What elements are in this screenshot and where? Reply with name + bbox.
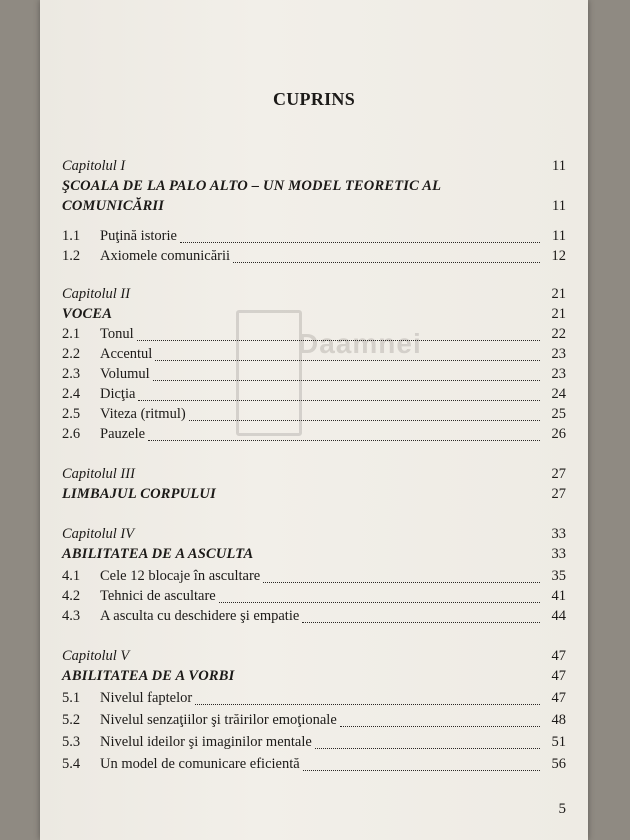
chapter-heading-page: 27 (551, 486, 566, 502)
toc-entry (62, 346, 566, 366)
section-title: Tehnici de ascultare (100, 588, 216, 604)
section-title: A asculta cu deschidere şi empatie (100, 608, 300, 624)
section-number: 5.3 (62, 734, 81, 750)
section-title: Nivelul senzaţiilor şi trăirilor emoţionale (100, 712, 337, 728)
section-number: 2.1 (62, 326, 81, 342)
chapter-heading-page: 11 (552, 198, 566, 214)
toc-entry (62, 248, 566, 268)
section-title: Dicţia (100, 386, 136, 402)
chapter-heading: VOCEA (62, 306, 113, 322)
section-number: 4.3 (62, 608, 81, 624)
toc-entry (62, 386, 566, 406)
section-page: 41 (551, 588, 566, 604)
dot-leader (340, 726, 540, 727)
chapter-label-row (62, 648, 566, 668)
chapter-label: Capitolul I (62, 158, 126, 174)
dot-leader (303, 770, 540, 771)
section-page: 44 (551, 608, 566, 624)
toc-entry (62, 426, 566, 446)
dot-leader (138, 400, 540, 401)
toc-entry (62, 406, 566, 426)
watermark-text: Daamnei (298, 328, 422, 359)
dot-leader (137, 340, 540, 341)
book-page (40, 0, 588, 840)
section-title: Puţină istorie (100, 228, 177, 244)
dot-leader (302, 622, 540, 623)
section-page: 22 (551, 326, 566, 342)
chapter-heading-row (62, 546, 566, 566)
dot-leader (180, 242, 540, 243)
section-number: 5.2 (62, 712, 81, 728)
section-number: 2.4 (62, 386, 81, 402)
chapter-label-row (62, 526, 566, 546)
chapter-label-row (62, 286, 566, 306)
chapter-label-page: 47 (551, 648, 566, 664)
dot-leader (263, 582, 540, 583)
chapter-heading: LIMBAJUL CORPULUI (62, 486, 216, 502)
chapter-heading-row (62, 486, 566, 506)
chapter-heading-cont: COMUNICĂRII (62, 198, 165, 214)
dot-leader (233, 262, 540, 263)
chapter-heading-page: 47 (551, 668, 566, 684)
section-title: Volumul (100, 366, 150, 382)
section-page: 35 (551, 568, 566, 584)
section-page: 12 (551, 248, 566, 264)
section-page: 23 (551, 346, 566, 362)
chapter-heading-page: 33 (551, 546, 566, 562)
dot-leader (195, 704, 540, 705)
page-number: 5 (558, 801, 566, 817)
section-number: 1.1 (62, 228, 81, 244)
section-number: 2.6 (62, 426, 81, 442)
section-page: 25 (551, 406, 566, 422)
section-number: 5.1 (62, 690, 81, 706)
dot-leader (219, 602, 540, 603)
section-title: Tonul (100, 326, 134, 342)
section-page: 56 (551, 756, 566, 772)
dot-leader (189, 420, 540, 421)
toc-entry (62, 326, 566, 346)
toc-entry (62, 608, 566, 628)
section-title: Cele 12 blocaje în ascultare (100, 568, 261, 584)
chapter-heading-cont-row (62, 198, 566, 218)
section-title: Accentul (100, 346, 153, 362)
toc-entry (62, 712, 566, 732)
toc-entry (62, 756, 566, 776)
chapter-label: Capitolul IV (62, 526, 135, 542)
section-page: 23 (551, 366, 566, 382)
section-title: Nivelul faptelor (100, 690, 193, 706)
toc-entry (62, 734, 566, 754)
section-title: Axiomele comunicării (100, 248, 231, 264)
dot-leader (315, 748, 540, 749)
section-number: 2.2 (62, 346, 81, 362)
section-title: Viteza (ritmul) (100, 406, 186, 422)
chapter-heading: ABILITATEA DE A ASCULTA (62, 546, 254, 562)
chapter-heading: ABILITATEA DE A VORBI (62, 668, 235, 684)
section-number: 4.1 (62, 568, 81, 584)
section-page: 11 (552, 228, 566, 244)
chapter-label: Capitolul V (62, 648, 130, 664)
chapter-label-row (62, 466, 566, 486)
section-number: 2.5 (62, 406, 81, 422)
section-number: 5.4 (62, 756, 81, 772)
toc-entry (62, 568, 566, 588)
section-number: 2.3 (62, 366, 81, 382)
chapter-heading-row (62, 306, 566, 326)
page-title: CUPRINS (272, 89, 356, 109)
dot-leader (148, 440, 540, 441)
toc-entry (62, 228, 566, 248)
toc-entry (62, 366, 566, 386)
chapter-heading-row (62, 178, 566, 198)
section-page: 24 (551, 386, 566, 402)
chapter-label-row (62, 158, 566, 178)
section-number: 1.2 (62, 248, 81, 264)
chapter-label-page: 27 (551, 466, 566, 482)
section-number: 4.2 (62, 588, 81, 604)
chapter-heading-row (62, 668, 566, 688)
dot-leader (155, 360, 540, 361)
chapter-heading: ŞCOALA DE LA PALO ALTO – UN MODEL TEORETIC AL (62, 178, 442, 194)
dot-leader (153, 380, 540, 381)
chapter-label-page: 21 (551, 286, 566, 302)
section-title: Un model de comunicare eficientă (100, 756, 300, 772)
section-title: Nivelul ideilor şi imaginilor mentale (100, 734, 312, 750)
toc-entry (62, 588, 566, 608)
chapter-label-page: 11 (552, 158, 566, 174)
section-page: 26 (551, 426, 566, 442)
section-page: 47 (551, 690, 566, 706)
section-title: Pauzele (100, 426, 146, 442)
chapter-label: Capitolul III (62, 466, 135, 482)
section-page: 48 (551, 712, 566, 728)
section-page: 51 (551, 734, 566, 750)
chapter-label: Capitolul II (62, 286, 131, 302)
chapter-label-page: 33 (551, 526, 566, 542)
chapter-heading-page: 21 (551, 306, 566, 322)
toc-entry (62, 690, 566, 710)
